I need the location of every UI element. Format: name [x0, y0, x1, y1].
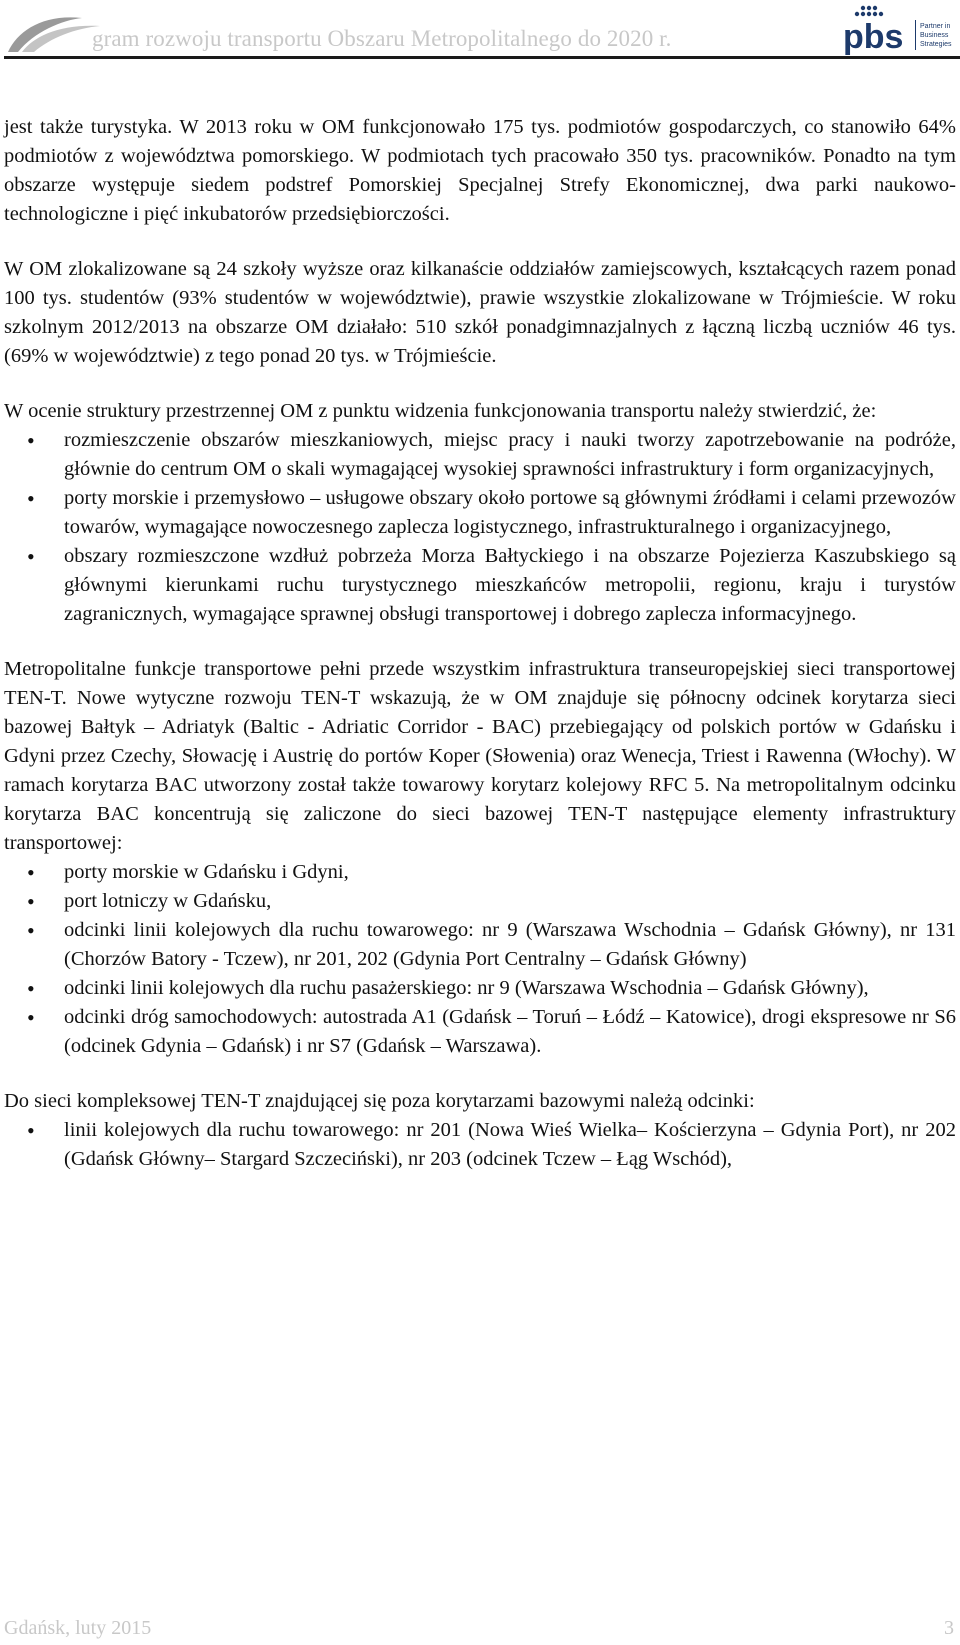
list-item: • rozmieszczenie obszarów mieszkaniowych, miejsc pracy i nauki tworzy zapotrzebowanie na podróże, głównie do centrum OM o skali wymagającej wysokiej sprawności infrastruktury i form organizacyjnych,: [4, 426, 956, 484]
logo-text: pbs: [843, 18, 904, 56]
bullet-list-1: [4, 426, 956, 629]
page-header: [0, 0, 960, 62]
document-title: gram rozwoju transportu Obszaru Metropolitalnego do 2020 r.: [92, 26, 672, 51]
list-item: • port lotniczy w Gdańsku,: [4, 887, 956, 916]
list-item: • odcinki dróg samochodowych: autostrada A1 (Gdańsk – Toruń – Łódź – Katowice), drogi ekspresowe nr S6 (odcinek Gdynia – Gdańsk) i nr S7 (Gdańsk – Warszawa).: [4, 1003, 956, 1061]
list-item: • porty morskie i przemysłowo – usługowe obszary około portowe są głównymi źródłami i celami przewozów towarów, wymagające nowoczesnego zaplecza logistycznego, infrastrukturalnego i organizacyjnego,: [4, 484, 956, 542]
bullet-list-3: [4, 1116, 956, 1174]
paragraph-3: W ocenie struktury przestrzennej OM z punktu widzenia funkcjonowania transportu należy stwierdzić, że:: [4, 400, 877, 422]
header-rule: [4, 56, 960, 59]
paragraph-4: Metropolitalne funkcje transportowe pełni przede wszystkim infrastruktura transeuropejskiej sieci transportowej TEN-T. Nowe wytyczne rozwoju TEN-T wskazują, że w OM znajduje się północny odcinek korytarza sieci bazowej Bałtyk – Adriatyk (Baltic - Adriatic Corridor - BAC) przebiegający od polskich portów w Gdańsku i Gdyni przez Czechy, Słowację i Austrię do portów Koper (Słowenia) oraz Wenecja, Triest i Rawenna (Włochy). W ramach korytarza BAC utworzony został także towarowy korytarz kolejowy RFC 5. Na metropolitalnym odcinku korytarza BAC koncentrują się zaliczone do sieci bazowej TEN-T następujące elementy infrastruktury transportowej:: [4, 658, 956, 854]
list-item: • odcinki linii kolejowych dla ruchu pasażerskiego: nr 9 (Warszawa Wschodnia – Gdańsk Główny),: [4, 974, 956, 1003]
paragraph-2: W OM zlokalizowane są 24 szkoły wyższe oraz kilkanaście oddziałów zamiejscowych, kształcących razem ponad 100 tys. studentów (93% studentów w województwie), prawie wszystkie zlokalizowane w Trójmieście. W roku szkolnym 2012/2013 na obszarze OM działało: 510 szkół ponadgimnazjalnych z łączną liczbą uczniów 46 tys. (69% w województwie) z tego ponad 20 tys. w Trójmieście.: [4, 258, 956, 367]
document-body: [4, 113, 956, 1174]
logo-divider: [915, 20, 916, 50]
paragraph-5: Do sieci kompleksowej TEN-T znajdującej się poza korytarzami bazowymi należą odcinki:: [4, 1090, 755, 1112]
list-item: • odcinki linii kolejowych dla ruchu towarowego: nr 9 (Warszawa Wschodnia – Gdańsk Główny), nr 131 (Chorzów Batory - Tczew), nr 201, 202 (Gdynia Port Centralny – Gdańsk Główny): [4, 916, 956, 974]
bullet-list-2: [4, 858, 956, 1061]
logo-tagline: Partner in Business Strategies: [920, 23, 952, 48]
paragraph-1: jest także turystyka. W 2013 roku w OM funkcjonowało 175 tys. podmiotów gospodarczych, co stanowiło 64% podmiotów z województwa pomorskiego. W podmiotach tych pracowało 350 tys. pracowników. Ponadto na tym obszarze występuje siedem podstref Pomorskiej Specjalnej Strefy Ekonomicznej, dwa parki naukowo-technologiczne i pięć inkubatorów przedsiębiorczości.: [4, 116, 956, 225]
list-item: • linii kolejowych dla ruchu towarowego: nr 201 (Nowa Wieś Wielka– Kościerzyna – Gdynia Port), nr 202 (Gdańsk Główny– Stargard Szczeciński), nr 203 (odcinek Tczew – Łąg Wschód),: [4, 1116, 956, 1174]
footer-date: Gdańsk, luty 2015: [4, 1617, 152, 1639]
list-item: • obszary rozmieszczone wzdłuż pobrzeża Morza Bałtyckiego i na obszarze Pojezierza Kaszubskiego są głównymi kierunkami ruchu turystycznego mieszkańców metropolii, regionu, kraju i turystów zagranicznych, wymagające sprawnej obsługi transportowej i dobrego zaplecza informacyjnego.: [4, 542, 956, 629]
pbs-logo-icon: [843, 4, 913, 56]
list-item: • porty morskie w Gdańsku i Gdyni,: [4, 858, 956, 887]
page-number: 3: [944, 1617, 954, 1639]
